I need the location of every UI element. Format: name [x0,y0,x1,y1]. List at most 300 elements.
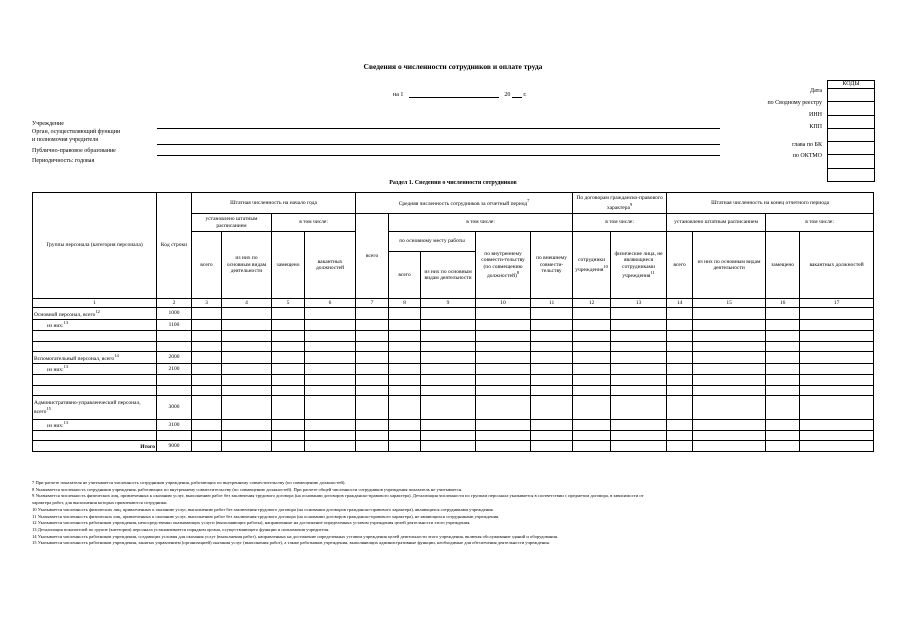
table-row [33,308,874,320]
registry-label: по Сводному реестру [767,100,822,106]
data-cell[interactable] [222,431,272,441]
data-cell[interactable] [693,420,766,431]
data-cell[interactable] [389,342,421,352]
data-cell[interactable] [667,308,693,320]
data-cell[interactable] [192,420,222,431]
col-num: 2 [157,299,192,308]
header-staff-end: Штатная численность на конец отчетного периода [667,193,874,214]
data-cell[interactable] [305,331,356,342]
budget-head-label: глава по БК [792,142,822,148]
data-cell[interactable] [421,342,476,352]
data-cell[interactable] [611,420,667,431]
footnote: 14 Указывается численность работников учреждения, создающих условия для оказания услуг (выполнения работ), направленных на достижение определенных уставом учреждения целей деятельности этого учреждения, включая обслуживание зданий и оборудования. [32,533,559,539]
data-cell[interactable] [766,375,800,386]
col-num: 3 [192,299,222,308]
period-year-field[interactable] [512,90,522,98]
data-cell[interactable] [476,342,531,352]
data-cell[interactable] [222,375,272,386]
col-num: 12 [573,299,611,308]
data-cell[interactable] [476,364,531,375]
header-end-main: из них по основным видам деятельности [693,232,766,299]
row-label-text: из них: [47,423,64,430]
data-cell[interactable] [389,431,421,441]
data-cell[interactable] [667,441,693,452]
data-cell[interactable] [573,364,611,375]
data-cell[interactable] [222,441,272,452]
data-cell[interactable] [305,352,356,364]
data-cell[interactable] [476,396,531,420]
data-cell[interactable] [667,342,693,352]
data-cell[interactable] [272,396,305,420]
period-year-suffix: г. [523,92,527,98]
header-main-activity: из них по основным видам деятельности [222,232,272,299]
data-cell[interactable] [476,431,531,441]
data-cell[interactable] [531,396,573,420]
row-code: 3000 [157,396,192,420]
data-cell[interactable] [531,342,573,352]
data-cell[interactable] [476,308,531,320]
public-entity-label: Публично-правовое образование [32,148,116,154]
data-cell[interactable] [476,352,531,364]
row-code [157,431,192,441]
data-cell[interactable] [611,386,667,396]
footnote: характера работ, для выполнения которых привлекаются сотрудники. [32,500,168,506]
row-label-note: 15 [46,406,51,412]
periodicity-label: Периодичность: годовая [32,158,95,164]
header-end-filled: замещено [766,232,800,299]
period-date-field[interactable] [409,90,499,98]
codes-box [827,80,875,182]
data-cell[interactable] [573,396,611,420]
data-cell[interactable] [356,308,389,320]
data-cell[interactable] [389,386,421,396]
data-cell[interactable] [766,308,800,320]
code-date-cell[interactable] [828,89,874,102]
data-cell[interactable] [222,364,272,375]
data-cell[interactable] [531,364,573,375]
data-cell[interactable] [693,352,766,364]
public-entity-field[interactable] [157,155,720,156]
data-cell[interactable] [766,352,800,364]
data-cell[interactable] [766,420,800,431]
data-cell[interactable] [667,331,693,342]
row-code: 1100 [157,320,192,331]
row-label [33,352,157,364]
footnote: 7 При расчете показателя не учитывается численность сотрудников учреждения, работающих по внутреннему совместительству (по совмещению должностей). [32,480,346,485]
header-civil [573,193,667,214]
data-cell[interactable] [693,396,766,420]
header-avg [356,193,573,214]
data-cell[interactable] [356,352,389,364]
data-cell[interactable] [305,364,356,375]
report-period [393,90,527,98]
table-row [33,375,874,386]
data-cell[interactable] [693,331,766,342]
data-cell[interactable] [531,308,573,320]
footnote: 15 Указывается численность работников учреждения, занятых управлением (организацией) оказания услуг (выполнения работ), а также работников учреждения, выполняющих административные функции, необходимые для обеспечения деятельности учреждения. [32,540,550,546]
header-avg-note: 7 [527,198,530,204]
footnote: 10 Указывается численность физических лиц, привлеченных к оказанию услуг, выполнению работ без заключения трудового договора (на основании договоров гражданско-правового характера), являющихся сотрудниками учреждения. [32,506,494,512]
data-cell[interactable] [800,386,874,396]
header-end-vacant: вакантных должностей [800,232,874,299]
data-cell[interactable] [192,352,222,364]
row-code [157,386,192,396]
data-cell[interactable] [421,320,476,331]
data-cell[interactable] [222,308,272,320]
data-cell[interactable] [531,375,573,386]
data-cell[interactable] [766,331,800,342]
data-cell[interactable] [272,352,305,364]
table-row [33,342,874,352]
row-label-note: 13 [63,320,69,326]
data-cell[interactable] [305,431,356,441]
data-cell[interactable] [766,441,800,452]
data-cell[interactable] [800,320,874,331]
header-end-established: установлено штатным расписанием [667,214,766,232]
period-year-prefix: 20 [504,92,511,98]
data-cell[interactable] [421,431,476,441]
data-cell[interactable] [305,386,356,396]
data-cell[interactable] [800,331,874,342]
data-cell[interactable] [611,396,667,420]
data-cell[interactable] [222,320,272,331]
data-cell[interactable] [611,431,667,441]
data-cell[interactable] [305,441,356,452]
data-cell[interactable] [421,331,476,342]
col-num: 7 [356,299,389,308]
data-cell[interactable] [800,420,874,431]
row-code [157,375,192,386]
founder-label-1: Орган, осуществляющий функции [32,129,121,135]
oktmo-label: по ОКТМО [792,153,822,159]
data-cell[interactable] [611,364,667,375]
code-kpp-cell[interactable] [828,129,874,142]
col-num: 1 [33,299,157,308]
row-code: 9000 [157,441,192,452]
data-cell[interactable] [667,431,693,441]
data-cell[interactable] [611,342,667,352]
data-cell[interactable] [573,308,611,320]
data-cell[interactable] [693,386,766,396]
data-cell[interactable] [272,420,305,431]
data-cell[interactable] [389,441,421,452]
data-cell[interactable] [531,352,573,364]
col-num: 15 [693,299,766,308]
data-cell[interactable] [476,441,531,452]
row-code [157,342,192,352]
institution-label: Учреждение [32,121,64,127]
data-cell[interactable] [667,364,693,375]
data-cell[interactable] [272,331,305,342]
data-cell[interactable] [800,364,874,375]
header-group: Группы персонала (категория персонала) [33,193,157,299]
data-cell[interactable] [389,420,421,431]
data-cell[interactable] [766,364,800,375]
data-cell[interactable] [800,375,874,386]
data-cell[interactable] [667,352,693,364]
data-cell[interactable] [356,320,389,331]
data-cell[interactable] [693,441,766,452]
data-cell[interactable] [421,352,476,364]
column-number-row [33,299,874,308]
col-num: 8 [389,299,421,308]
data-cell[interactable] [766,342,800,352]
col-num: 14 [667,299,693,308]
data-cell[interactable] [356,431,389,441]
table-row [33,396,874,420]
data-cell[interactable] [766,320,800,331]
data-cell[interactable] [693,308,766,320]
row-label-text: Итого [140,444,155,451]
data-cell[interactable] [356,386,389,396]
row-label [33,320,157,331]
data-cell[interactable] [611,375,667,386]
data-cell[interactable] [476,386,531,396]
data-cell[interactable] [272,320,305,331]
header-avg-text: Средняя численность сотрудников за отчетный период [398,201,528,208]
data-cell[interactable] [800,441,874,452]
data-cell[interactable] [800,352,874,364]
table-row [33,441,874,452]
data-cell[interactable] [305,396,356,420]
data-cell[interactable] [476,331,531,342]
data-cell[interactable] [573,320,611,331]
data-cell[interactable] [192,396,222,420]
data-cell[interactable] [305,308,356,320]
data-cell[interactable] [667,396,693,420]
header-code: Код строки [157,193,192,299]
row-label [33,308,157,320]
data-cell[interactable] [573,431,611,441]
data-cell[interactable] [389,375,421,386]
data-cell[interactable] [356,342,389,352]
data-cell[interactable] [389,331,421,342]
data-cell[interactable] [476,320,531,331]
data-cell[interactable] [272,441,305,452]
data-cell[interactable] [421,396,476,420]
date-label: Дата [810,88,822,94]
data-cell[interactable] [611,352,667,364]
header-avg-incl: в том числе: [389,214,573,232]
data-cell[interactable] [693,320,766,331]
data-cell[interactable] [573,352,611,364]
header-end-incl: в том числе: [766,214,874,232]
row-code: 3100 [157,420,192,431]
data-cell[interactable] [389,320,421,331]
data-cell[interactable] [667,420,693,431]
data-cell[interactable] [693,431,766,441]
data-cell[interactable] [800,308,874,320]
code-inn-cell[interactable] [828,116,874,129]
data-cell[interactable] [766,396,800,420]
data-cell[interactable] [667,320,693,331]
code-budget-head-cell[interactable] [828,155,874,168]
row-label [33,364,157,375]
data-cell[interactable] [389,352,421,364]
row-label-note: 13 [63,364,69,370]
data-cell[interactable] [476,420,531,431]
header-end-total: всего [667,232,693,299]
data-cell[interactable] [356,441,389,452]
data-cell[interactable] [192,308,222,320]
data-cell[interactable] [476,375,531,386]
footnotes [32,480,873,547]
row-code [157,331,192,342]
data-cell[interactable] [356,396,389,420]
institution-field[interactable] [157,128,720,129]
data-cell[interactable] [356,420,389,431]
data-cell[interactable] [421,386,476,396]
data-cell[interactable] [192,431,222,441]
row-label-note: 14 [114,352,119,358]
header-main-job-main: из них по основным видам деятельности [421,252,476,299]
header-main-job: по основному месту работы [389,232,476,252]
data-cell[interactable] [421,420,476,431]
data-cell[interactable] [421,364,476,375]
data-cell[interactable] [222,386,272,396]
data-cell[interactable] [667,375,693,386]
data-cell[interactable] [573,331,611,342]
row-code: 1000 [157,308,192,320]
row-label [33,331,157,342]
row-label [33,375,157,386]
data-cell[interactable] [192,375,222,386]
code-registry-cell[interactable] [828,102,874,115]
data-cell[interactable] [389,308,421,320]
table-row [33,431,874,441]
row-label-text: Административно-управленческий персонал, всего [34,399,141,415]
data-cell[interactable] [192,331,222,342]
data-cell[interactable] [611,308,667,320]
data-cell[interactable] [192,386,222,396]
data-cell[interactable] [272,431,305,441]
col-num: 16 [766,299,800,308]
data-cell[interactable] [611,331,667,342]
data-cell[interactable] [356,375,389,386]
code-spacer-cell[interactable] [828,142,874,155]
row-label-text: из них: [47,323,64,330]
data-cell[interactable] [192,441,222,452]
row-label [33,431,157,441]
header-vacant: вакантных должностей [305,232,356,299]
data-cell[interactable] [356,331,389,342]
header-incl: в том числе: [272,214,356,232]
data-cell[interactable] [272,375,305,386]
header-filled: замещено [272,232,305,299]
page-title: Сведения о численности сотрудников и оплате труда [363,62,543,71]
data-cell[interactable] [800,431,874,441]
data-cell[interactable] [305,375,356,386]
data-cell[interactable] [421,375,476,386]
row-code: 2000 [157,352,192,364]
data-cell[interactable] [305,320,356,331]
data-cell[interactable] [305,342,356,352]
header-civil-individuals-note: 11 [650,270,655,276]
data-cell[interactable] [222,396,272,420]
data-cell[interactable] [222,331,272,342]
row-code: 2100 [157,364,192,375]
data-cell[interactable] [573,441,611,452]
founder-field[interactable] [157,144,720,145]
data-cell[interactable] [192,364,222,375]
header-internal [476,232,531,299]
data-cell[interactable] [573,375,611,386]
data-cell[interactable] [421,308,476,320]
data-cell[interactable] [531,441,573,452]
data-cell[interactable] [531,331,573,342]
data-cell[interactable] [421,441,476,452]
data-cell[interactable] [272,364,305,375]
row-label-text: Вспомогательный персонал, всего [34,355,115,362]
table-row [33,352,874,364]
data-cell[interactable] [272,308,305,320]
data-cell[interactable] [389,364,421,375]
header-avg-total: всего [356,214,389,299]
kpp-label: КПП [809,124,822,130]
data-cell[interactable] [531,386,573,396]
data-cell[interactable] [693,375,766,386]
data-cell[interactable] [611,441,667,452]
row-label-note: 12 [95,308,100,314]
data-cell[interactable] [192,342,222,352]
header-civil-employees [573,232,611,299]
data-cell[interactable] [766,431,800,441]
table-row [33,420,874,431]
data-cell[interactable] [272,386,305,396]
data-cell[interactable] [693,364,766,375]
data-cell[interactable] [800,396,874,420]
data-cell[interactable] [222,420,272,431]
header-civil-individuals-text: физические лица, не являющиеся сотрудниками учреждения [614,250,663,279]
data-cell[interactable] [693,342,766,352]
data-cell[interactable] [573,342,611,352]
data-cell[interactable] [611,320,667,331]
header-civil-note: 9 [629,201,633,207]
row-label [33,396,157,420]
data-cell[interactable] [222,352,272,364]
footnote: 11 Указывается численность физических лиц, привлеченных к оказанию услуг, выполнению работ без заключения трудового договора (на основании договоров гражданско-правового характера), не являющихся сотрудниками учреждения. [32,513,500,519]
row-label [33,386,157,396]
data-cell[interactable] [531,320,573,331]
header-established: установлено штатным расписанием [192,214,272,232]
data-cell[interactable] [272,342,305,352]
table-row [33,364,874,375]
footnote: 8 Указывается численность сотрудников учреждения, работающих по внутреннему совместительству (по совмещению должностей). При расчете общей численности сотрудников учреждения показатель не учитывается. [32,486,463,492]
footnote: 9 Указывается численность физических лиц, привлеченных к оказанию услуг, выполнению работ без заключения трудового договора (на основании договоров гражданско-правового характера). Детализация численности по группам персонала указывается в соответствии с предметом договора, в зависимости от [32,493,644,499]
data-cell[interactable] [667,386,693,396]
col-num: 5 [272,299,305,308]
data-cell[interactable] [573,386,611,396]
header-civil-employees-note: 10 [603,263,608,269]
data-cell[interactable] [800,342,874,352]
row-label [33,420,157,431]
data-cell[interactable] [389,396,421,420]
data-cell[interactable] [305,420,356,431]
section-title: Раздел 1. Сведения о численности сотрудников [389,180,517,186]
data-cell[interactable] [356,364,389,375]
table-row [33,386,874,396]
founder-label-2: и полномочия учредителя [32,137,98,143]
data-cell[interactable] [531,420,573,431]
data-cell[interactable] [573,420,611,431]
data-cell[interactable] [192,320,222,331]
data-cell[interactable] [531,431,573,441]
table-row [33,320,874,331]
data-cell[interactable] [766,386,800,396]
codes-header: КОДЫ [828,81,874,89]
row-label [33,441,157,452]
data-cell[interactable] [222,342,272,352]
